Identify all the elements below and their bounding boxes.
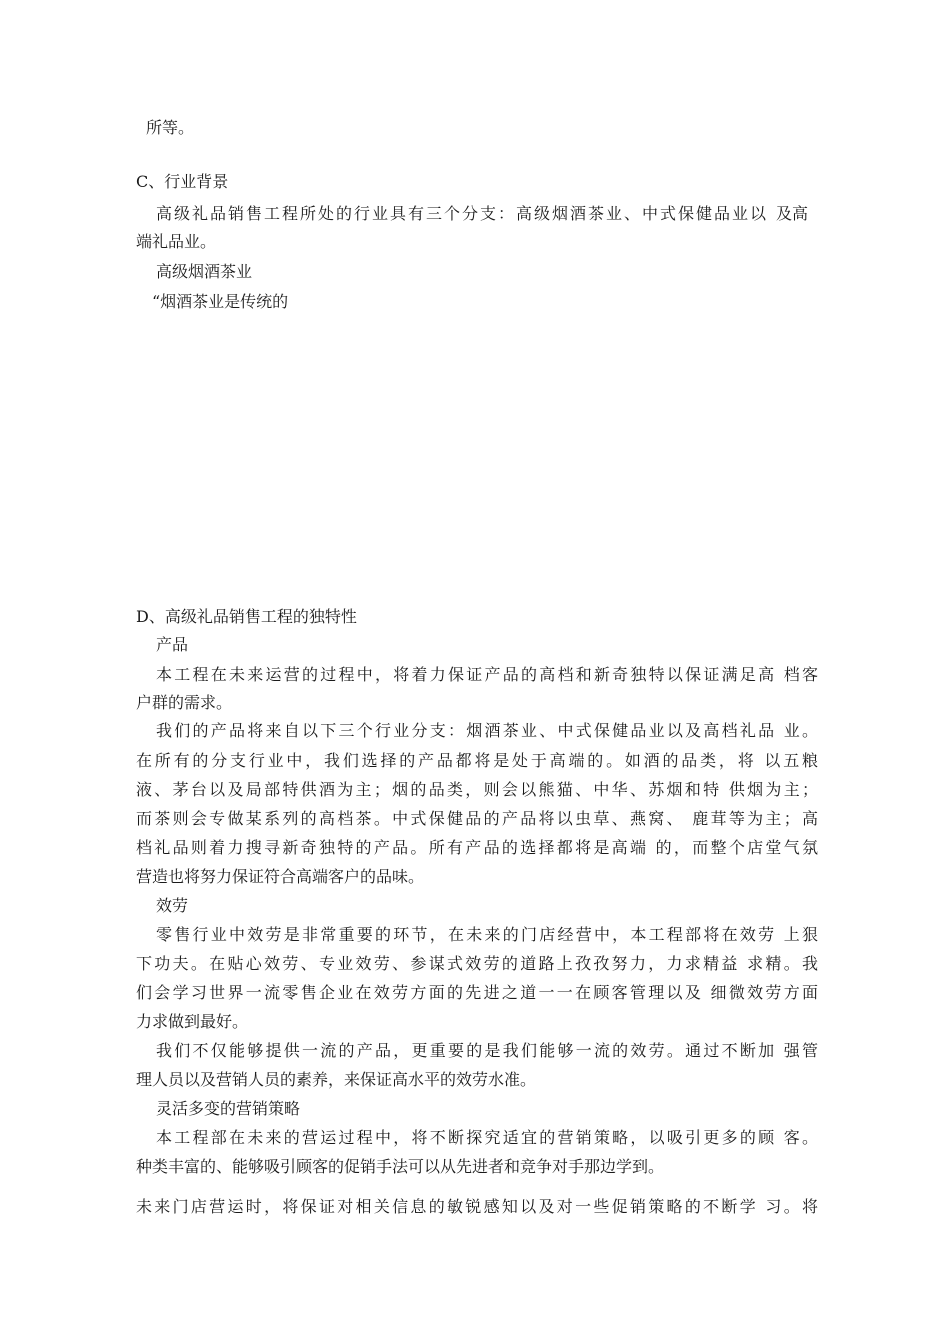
paragraph-line: 端礼品业。 [136,232,217,251]
paragraph-line: 及高 [776,204,809,223]
paragraph-line: 零售行业中效劳是非常重要的环节，在未来的门店经营中，本工程部将在效劳 上狠 [156,925,818,944]
paragraph-line: 营造也将努力保证符合高端客户的品味。 [136,867,425,886]
section-heading-c: C、行业背景 [136,172,229,191]
paragraph-line: 我们的产品将来自以下三个行业分支：烟酒茶业、中式保健品业以及高档礼品 业。 [156,721,818,740]
paragraph-line: 理人员以及营销人员的素养，来保证高水平的效劳水准。 [136,1070,537,1089]
paragraph-line: 户群的需求。 [136,693,233,712]
subheading: 灵活多变的营销策略 [156,1099,301,1118]
paragraph-line: 档礼品则着力搜寻新奇独特的产品。所有产品的选择都将是高端 的，而整个店堂气氛 [136,838,818,857]
paragraph-line: 下功夫。在贴心效劳、专业效劳、参谋式效劳的道路上孜孜努力，力求精益 求精。我 [136,954,818,973]
paragraph-line: 本工程部在未来的营运过程中，将不断探究适宜的营销策略，以吸引更多的顾 客。 [156,1128,818,1147]
paragraph-line: 而茶则会专做某系列的高档茶。中式保健品的产品将以虫草、燕窝、 鹿茸等为主；高 [136,809,818,828]
paragraph-line: 们会学习世界一流零售企业在效劳方面的先进之道一一在顾客管理以及 细微效劳方面 [136,983,818,1002]
paragraph-line: 在所有的分支行业中，我们选择的产品都将是处于高端的。如酒的品类，将 以五粮 [136,751,818,770]
text-line: 所等。 [146,118,195,137]
paragraph-line: “烟酒茶业是传统的 [152,292,289,311]
subheading: 高级烟酒茶业 [156,262,253,281]
section-heading-d: D、高级礼品销售工程的独特性 [136,607,357,626]
paragraph-line: 未来门店营运时，将保证对相关信息的敏锐感知以及对一些促销策略的不断学 习。将 [136,1197,818,1216]
paragraph-line: 我们不仅能够提供一流的产品，更重要的是我们能够一流的效劳。通过不断加 强管 [156,1041,818,1060]
subheading: 效劳 [156,896,189,915]
paragraph-line: 高级礼品销售工程所处的行业具有三个分支：高级烟酒茶业、中式保健品业以 [156,204,766,223]
paragraph-line: 力求做到最好。 [136,1012,249,1031]
paragraph-line: 液、茅台以及局部特供酒为主；烟的品类，则会以熊猫、中华、苏烟和特 供烟为主； [136,780,818,799]
subheading: 产品 [156,635,189,654]
paragraph-line: 本工程在未来运营的过程中，将着力保证产品的高档和新奇独特以保证满足高 档客 [156,665,818,684]
paragraph-line: 种类丰富的、能够吸引顾客的促销手法可以从先进者和竞争对手那边学到。 [136,1157,665,1176]
